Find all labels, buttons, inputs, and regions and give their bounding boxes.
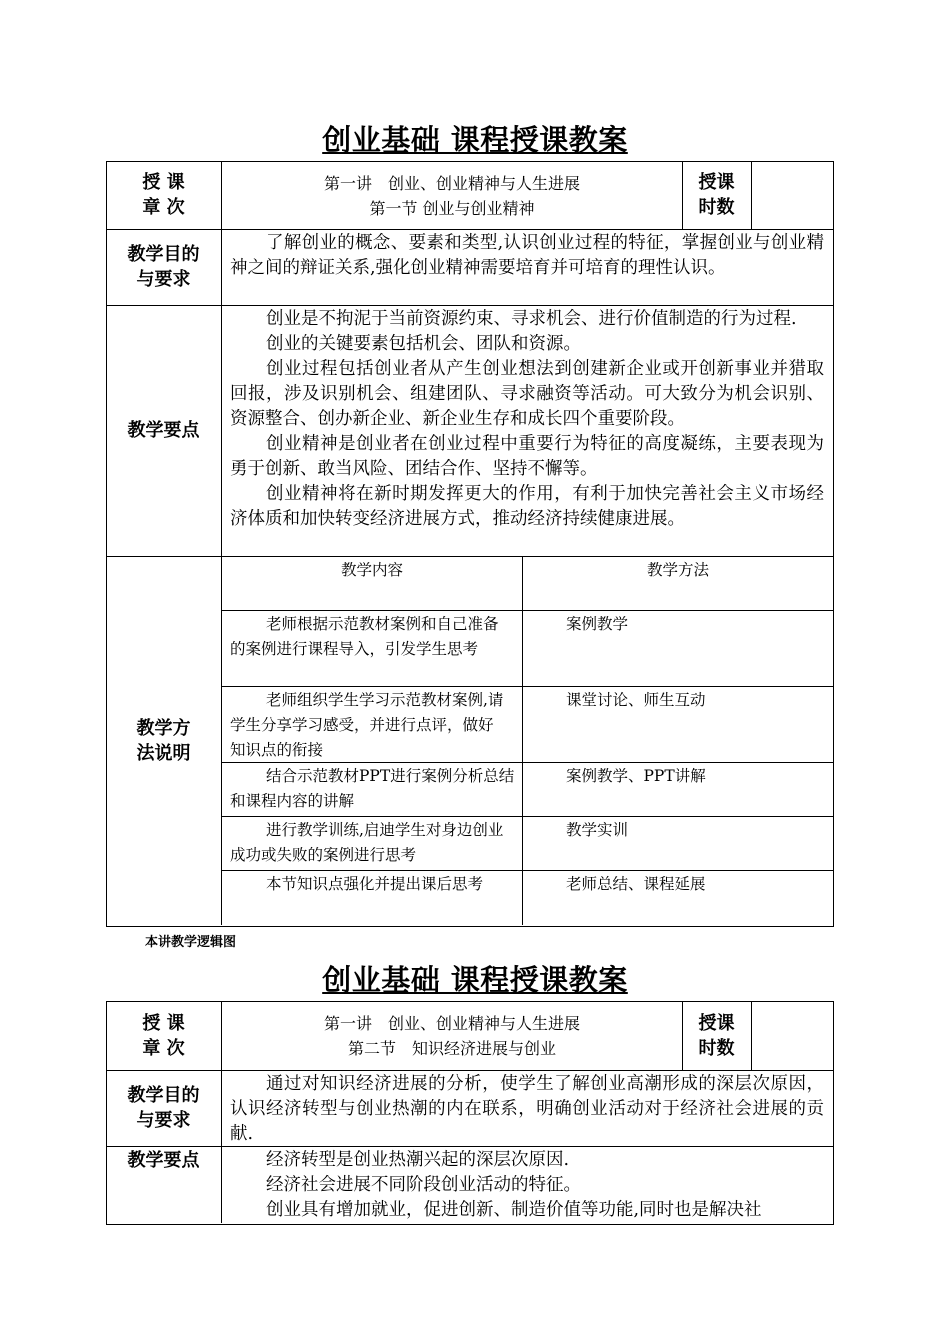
hours-label xyxy=(682,1001,751,1070)
column-divider xyxy=(751,161,752,229)
keypoint-paragraph: 创业具有增加就业，促进创新、制造价值等功能,同时也是解决社 xyxy=(266,1200,762,1220)
goals-label xyxy=(106,229,221,305)
keypoints-label: 教学要点 xyxy=(127,1149,200,1171)
methods-label-line1: 教学方 xyxy=(136,717,191,739)
row-divider xyxy=(221,816,833,817)
table-cell-content: 老师根据示范教材案例和自己准备的案例进行课程导入，引发学生思考 xyxy=(230,615,499,658)
chapter-title xyxy=(222,171,682,221)
row-divider xyxy=(221,610,833,611)
chapter-label xyxy=(106,161,221,229)
chapter-label xyxy=(106,1001,221,1070)
row-divider xyxy=(221,686,833,687)
column-header-method: 教学方法 xyxy=(646,561,709,579)
table-cell-method: 案例教学 xyxy=(566,615,629,633)
goals-label-line1: 教学目的 xyxy=(127,1085,200,1106)
section-title: 第二节 知识经济进展与创业 xyxy=(347,1039,556,1058)
goals-text: 通过对知识经济进展的分析，使学生了解创业高潮形成的深层次原因，认识经济转型与创业热潮的内在联系，明确创业活动对于经济社会进展的贡献. xyxy=(230,1074,824,1144)
table-cell-method: 老师总结、课程延展 xyxy=(566,875,706,893)
keypoint-paragraph: 创业的关键要素包括机会、团队和资源。 xyxy=(266,334,581,354)
column-divider xyxy=(751,1001,752,1070)
keypoints-text xyxy=(230,1148,824,1223)
keypoint-paragraph: 创业精神是创业者在创业过程中重要行为特征的高度凝练，主要表现为勇于创新、敢当风险、团结合作、坚持不懈等。 xyxy=(230,434,824,479)
lecture-title: 第一讲 创业、创业精神与人生进展 xyxy=(323,174,580,193)
hours-label xyxy=(682,161,751,229)
goals-label xyxy=(106,1070,221,1146)
keypoints-label: 教学要点 xyxy=(127,420,200,441)
methods-label-line2: 法说明 xyxy=(136,742,191,764)
table-cell-content: 进行教学训练,启迪学生对身边创业成功或失败的案例进行思考 xyxy=(230,821,504,864)
hours-label-line2: 时数 xyxy=(698,1037,735,1059)
page-title: 创业基础 课程授课教案 xyxy=(322,123,628,157)
goals-label-line2: 与要求 xyxy=(136,269,191,290)
table-cell-method: 教学实训 xyxy=(566,821,629,839)
lecture-title: 第一讲 创业、创业精神与人生进展 xyxy=(323,1014,580,1033)
chapter-label-line2: 章 次 xyxy=(142,1037,185,1059)
table-cell-method: 课堂讨论、师生互动 xyxy=(566,691,706,709)
goals-label-line1: 教学目的 xyxy=(127,244,200,265)
chapter-title xyxy=(222,1011,682,1061)
chapter-label-line1: 授 课 xyxy=(142,1012,185,1034)
keypoint-paragraph: 经济转型是创业热潮兴起的深层次原因. xyxy=(266,1150,570,1170)
section-title: 第一节 创业与创业精神 xyxy=(369,199,535,218)
chapter-label-line1: 授 课 xyxy=(142,172,185,193)
goals-label-line2: 与要求 xyxy=(136,1110,191,1131)
page-title: 创业基础 课程授课教案 xyxy=(322,963,628,997)
chapter-label-line2: 章 次 xyxy=(142,197,185,218)
methods-label xyxy=(106,556,221,925)
table-cell-content: 结合示范教材PPT进行案例分析总结和课程内容的讲解 xyxy=(230,767,515,810)
logic-diagram-caption: 本讲教学逻辑图 xyxy=(145,935,237,950)
table-cell-content: 老师组织学生学习示范教材案例,请学生分享学习感受，并进行点评，做好知识点的衔接 xyxy=(230,691,504,759)
hours-label-line2: 时数 xyxy=(698,197,735,218)
keypoint-paragraph: 创业精神将在新时期发挥更大的作用，有利于加快完善社会主义市场经济体质和加快转变经济进展方式，推动经济持续健康进展。 xyxy=(230,484,824,529)
hours-label-line1: 授课 xyxy=(698,1012,735,1034)
row-divider xyxy=(221,870,833,871)
column-divider xyxy=(221,161,222,925)
column-header-content: 教学内容 xyxy=(340,561,403,579)
keypoint-paragraph: 经济社会进展不同阶段创业活动的特征。 xyxy=(266,1175,581,1195)
table-cell-content: 本节知识点强化并提出课后思考 xyxy=(266,875,484,893)
hours-label-line1: 授课 xyxy=(698,172,735,193)
keypoint-paragraph: 创业是不拘泥于当前资源约束、寻求机会、进行价值制造的行为过程. xyxy=(266,309,797,329)
goals-text: 了解创业的概念、要素和类型,认识创业过程的特征，掌握创业与创业精神之间的辩证关系,强化创业精神需要培育并可培育的理性认识。 xyxy=(230,233,824,278)
table-cell-method: 案例教学、PPT讲解 xyxy=(566,767,706,785)
keypoints-text xyxy=(230,307,824,532)
keypoint-paragraph: 创业过程包括创业者从产生创业想法到创建新企业或开创新事业并猎取回报，涉及识别机会、组建团队、寻求融资等活动。可大致分为机会识别、资源整合、创办新企业、新企业生存和成长四个重要阶段。 xyxy=(230,359,824,429)
